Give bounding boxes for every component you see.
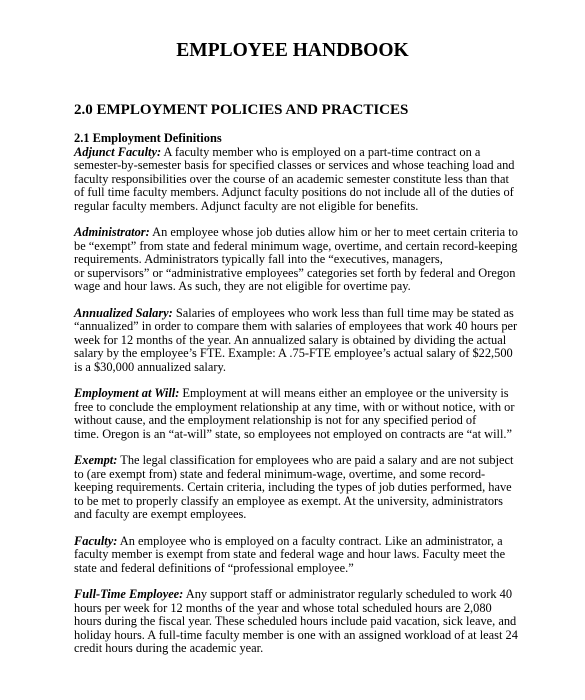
definition-line: without cause, and the employment relationship is not for any specified period of [74, 413, 477, 427]
definition-line: regular faculty members. Adjunct faculty are not eligible for benefits. [74, 198, 419, 213]
definition-term: Employment at Will: [74, 386, 180, 400]
definition-line: to (are exempt from) state and federal minimum-wage, overtime, and some record- [74, 466, 486, 481]
definition-text: A faculty member who is employed on a part-time contract on a [161, 144, 481, 159]
definition-term: Adjunct Faculty: [74, 144, 162, 159]
definition-entry [74, 387, 514, 441]
subsection-heading: 2.1 Employment Definitions [74, 131, 222, 145]
definition-line [74, 535, 514, 549]
definition-line [74, 146, 514, 160]
definition-entry [74, 225, 518, 294]
definition-entry [74, 454, 514, 522]
definition-term: Annualized Salary: [74, 305, 173, 320]
definition-line: wage and hour laws. As such, they are not eligible for overtime pay. [74, 279, 411, 293]
definition-line: to be met to properly classify an employee as exempt. At the university, administrators [74, 493, 503, 508]
definition-line: keeping requirements. Certain criteria, including the types of job duties performed, have [74, 480, 512, 494]
definition-line: holiday hours. A full-time faculty member is one with an assigned workload of at least 24 [74, 627, 518, 642]
definition-line [74, 307, 514, 321]
definitions-block [74, 131, 518, 669]
definition-line: be “exempt” from state and federal minimum wage, overtime, and certain record-keeping [74, 238, 518, 253]
definition-line: faculty responsibilities over the course of an academic semester constitute less than that [74, 171, 509, 186]
definition-line [74, 225, 518, 240]
definition-line: credit hours during the academic year. [74, 641, 264, 655]
definition-entry [74, 587, 518, 656]
definition-term: Exempt: [74, 453, 118, 467]
definition-entry [74, 146, 514, 214]
definition-line: is a $30,000 annualized salary. [74, 359, 226, 374]
definition-text: The legal classification for employees who are paid a salary and are not subject [117, 453, 514, 467]
definition-line: salary by the employee’s FTE. Example: A .75-FTE employee’s actual salary of $22,500 [74, 346, 513, 360]
definition-line: time. Oregon is an “at-will” state, so employees not employed on contracts are “at will.” [74, 426, 513, 441]
definition-entry [74, 535, 514, 576]
definition-line: or supervisors” or “administrative employees” categories set forth by federal and Oregon [74, 265, 516, 280]
definition-term: Administrator: [74, 225, 150, 239]
definition-line [74, 454, 514, 468]
definition-line: of full time faculty members. Adjunct faculty positions do not include all of the duties of [74, 185, 514, 199]
definition-line: hours during the fiscal year. These scheduled hours include paid vacation, sick leave, and [74, 614, 517, 628]
definition-line: hours per week for 12 months of the year and whose total scheduled hours are 2,080 [74, 600, 492, 615]
definition-text: An employee whose job duties allow him or her to meet certain criteria to [149, 225, 518, 239]
section-heading: 2.0 EMPLOYMENT POLICIES AND PRACTICES [74, 102, 409, 118]
definition-line [74, 387, 514, 401]
definition-entry [74, 305, 518, 375]
document-title: EMPLOYEE HANDBOOK [176, 40, 409, 61]
definition-text: Any support staff or administrator regularly scheduled to work 40 [183, 587, 513, 601]
definition-line: state and federal definitions of “professional employee.” [74, 560, 354, 575]
definition-term: Faculty: [74, 533, 118, 548]
definition-line: faculty member is exempt from state and federal wage and hour laws. Faculty meet the [74, 547, 506, 561]
definition-line: free to conclude the employment relationship at any time, with or without notice, with or [74, 399, 515, 414]
definition-line [74, 588, 514, 602]
definition-line: requirements. Administrators typically fall into the “executives, managers, [74, 252, 443, 266]
definition-line: week for 12 months of the year. An annualized salary is obtained by dividing the actual [74, 332, 507, 347]
definition-term: Full-Time Employee: [74, 587, 184, 601]
definition-line: “annualized” in order to compare them with salaries of employees that work 40 hours per [74, 319, 518, 333]
definition-text: An employee who is employed on a faculty contract. Like an administrator, a [117, 533, 503, 548]
definition-line: and faculty are exempt employees. [74, 507, 247, 521]
definition-text: Salaries of employees who work less than full time may be stated as [172, 305, 514, 320]
definition-text: Employment at will means either an employee or the university is [179, 386, 509, 400]
definition-line: semester-by-semester basis for specified classes or services and whose teaching load and [74, 158, 515, 172]
